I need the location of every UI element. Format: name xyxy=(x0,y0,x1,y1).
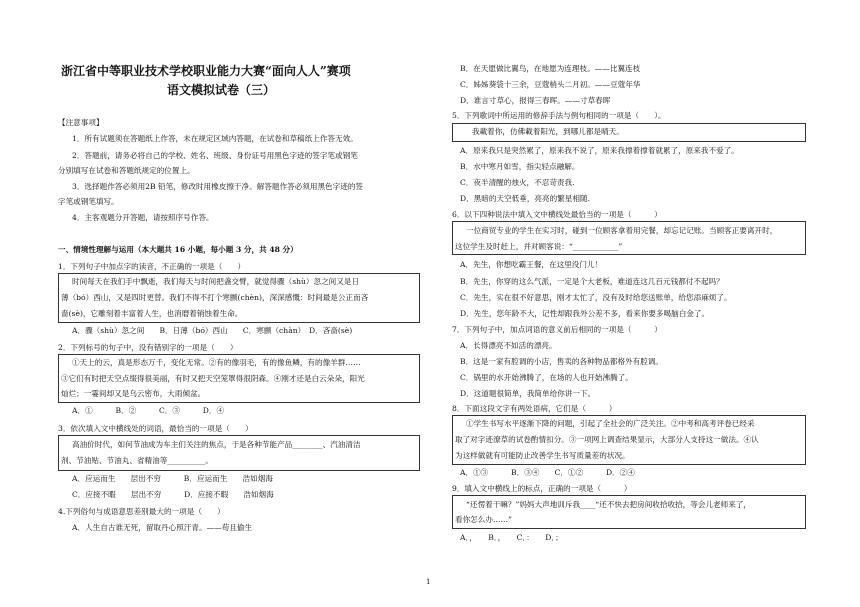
answer-option: C．先生，实在很不好意思，刚才太忙了，没有及时给您送账单，给您添麻烦了。 xyxy=(460,293,732,302)
answer-option: C．夜半清醒的烛火，不忍苛责我. xyxy=(460,178,575,187)
answer-option: B．这是一家有腔调的小店，售卖的各种物品都格外有腔调。 xyxy=(460,357,664,366)
passage-line: ①天上的云，真是形态万千，变化无常。②有的像羽毛，有的像鱼鳞，有的像羊群…… xyxy=(72,358,361,367)
notice-item: 1．所有试题须在答题纸上作答，未在规定区域内答题，在试卷和草稿纸上作答无效。 xyxy=(72,134,358,143)
notice-heading: 【注意事项】 xyxy=(58,118,104,127)
answer-option: B．先生，你穿的这么气派，一定是个大老板，难道连这几百元钱都付不起吗？ xyxy=(460,277,724,286)
answer-option: D．谁言寸草心，报得三春晖。——寸草春晖 xyxy=(460,96,611,105)
answer-option: D．黑暗的天空低垂，亮亮的繁星相随. xyxy=(460,194,591,203)
passage-line: “还愣着干嘛？”妈妈大声地训斥我____“还不快去把房间收拾收拾，等会儿老师来了， xyxy=(466,500,752,509)
passage-line: 时间每天在我们手中飘逝，我们每天与时间把盏交臂，就觉得骤（shù）忽之间又是日 xyxy=(72,277,360,286)
example-sentence: 我載着你，仿佛載着阳光，到哪儿都是晴天。 xyxy=(472,127,624,136)
passage-line: 高油价时代，如何节油成为车主们关注的焦点，于是各种节能产品________、汽油清洁 xyxy=(72,440,361,449)
question-2: 2．下列标号的句子中，没有错别字的一项是（ ） xyxy=(58,343,238,352)
question-8: 8．下面这段文字有两处语病，它们是（ ） xyxy=(452,404,617,413)
question-9: 9．填入文中横线上的标点，正确的一项是（ ） xyxy=(452,484,632,493)
question-5: 5．下列歌词中所运用的修辞手法与例句相同的一项是（ ）。 xyxy=(452,111,666,120)
passage-line: 薄（bó）西山，又是四时更替。我们不得不打个寒颤(chèn)，深深感慨：时间最是公正而吝 xyxy=(61,293,369,302)
answer-options: C．应接不暇 层出不穷 D．应接不暇 浩如烟海 xyxy=(72,490,274,499)
answer-options: A．① B．② C．③ D．④ xyxy=(72,406,225,415)
question-4: 4.下列俗句与成语意思差别最大的一项是（ ） xyxy=(58,507,225,516)
passage-line: 灿烂；一霎间却又是乌云密布，大雨倾盆。 xyxy=(61,389,206,398)
answer-option: D．先生，您年龄不大，记性却跟我外公差不多，看来你要多喝脑白金了。 xyxy=(460,309,710,318)
answer-option: B．水中寒月如雪，指尖轻点融解。 xyxy=(460,162,580,171)
answer-options: A．， B．， C．： D．； xyxy=(460,533,563,542)
answer-option: C．锅里的水开始沸腾了，在场的人也开始沸腾了。 xyxy=(460,373,633,382)
answer-options: A．应运而生 层出不穷 B．应运而生 浩如烟海 xyxy=(72,474,273,483)
notice-item: 3．选择题作答必须用2B 铅笔，修改时用橡皮擦干净。解答题作答必须用黑色字迹的签 xyxy=(72,182,364,191)
section-heading: 一、情境性理解与运用（本大题共 16 小题，每小题 3 分，共 48 分） xyxy=(58,245,298,254)
notice-item: 字笔或钢笔填写。 xyxy=(58,197,119,206)
question-6: 6．以下四种说法中填入文中横线处最恰当的一项是（ ） xyxy=(452,210,662,219)
exam-subtitle: 语文模拟试卷（三） xyxy=(167,83,276,97)
answer-option: A．长得漂亮不如活的漂亮。 xyxy=(460,341,557,350)
passage-line: 取了对字迹潦草的试卷酌情扣分。③一项网上调查结果显示，大部分人支持这一做法。④认 xyxy=(455,435,759,444)
notice-item: 4．主客观题分开答题，请按照序号作答。 xyxy=(72,213,214,222)
answer-options: A．①③ B．③④ C．①② D．②④ xyxy=(460,468,635,477)
answer-option: C．姊姊葵袋十三余，豆蔻梢头二月初。——豆蔻年华 xyxy=(460,80,641,89)
exam-title: 浙江省中等职业技术学校职业能力大赛“面向人人”赛项 xyxy=(61,64,351,78)
answer-option: D．这道题很简单，我简单给你讲一下。 xyxy=(460,389,596,398)
question-1: 1．下列句子中加点字的读音，不正确的一项是（ ） xyxy=(58,262,246,271)
passage-line: 剂、节油贴、节油丸、省精油等__________。 xyxy=(61,456,213,465)
passage-line: 啬(sè)，它雕刻着丰富着人生，也消磨着销蚀着生命。 xyxy=(61,309,243,318)
answer-option: B．在天愿做比翼鸟，在地愿为连理枝。——比翼连枝 xyxy=(460,64,641,73)
answer-option: A．人生自古谁无死，留取丹心照汗青。——苟且偷生 xyxy=(72,523,253,532)
notice-item: 分别填写在试卷和答题纸规定的位置上。 xyxy=(58,166,195,175)
passage-line: 一位商贸专业的学生在实习时，碰到一位顾客拿着用完餐，却忘记记账。当顾客正要离开时， xyxy=(466,226,778,235)
passage-line: 为这样做就有可能防止改善学生书写质量差的状况。 xyxy=(455,451,630,460)
passage-line: ③它们有时把天空点缀得很美丽，有时又把天空笼罩得很阴森。④刚才还是白云朵朵，阳光 xyxy=(61,374,365,383)
question-3: 3．依次填入文中横线处的词语，最恰当的一项是（ ） xyxy=(58,424,253,433)
answer-option: A．原来我只是突然累了，原来我不说了，原来我撑着撑着就累了，原来我不爱了。 xyxy=(460,146,739,155)
passage-line: 这位学生及时赶上，并对顾客说：“____________” xyxy=(455,242,623,251)
passage-line: 看你怎么办……” xyxy=(455,515,513,524)
page-number: 1 xyxy=(426,578,431,586)
passage-line: ①学生书写水平逐渐下降的问题，引起了全社会的广泛关注。②中考和高考评卷已经采 xyxy=(466,419,755,428)
answer-option: A．先生，你想吃霸王餐，在这里没门儿！ xyxy=(460,260,603,269)
answer-options: A．骤（shù）忽之间 B．日薄（bó）西山 C．寒颤（chàn） D．吝啬(sè) xyxy=(72,326,353,335)
question-7: 7．下列句子中，加点词语的意义前后相同的一项是（ ） xyxy=(452,325,662,334)
notice-item: 2．答题前，请务必将自己的学校、姓名、班级、身份证号用黑色字迹的签字笔或钢笔 xyxy=(72,151,358,160)
